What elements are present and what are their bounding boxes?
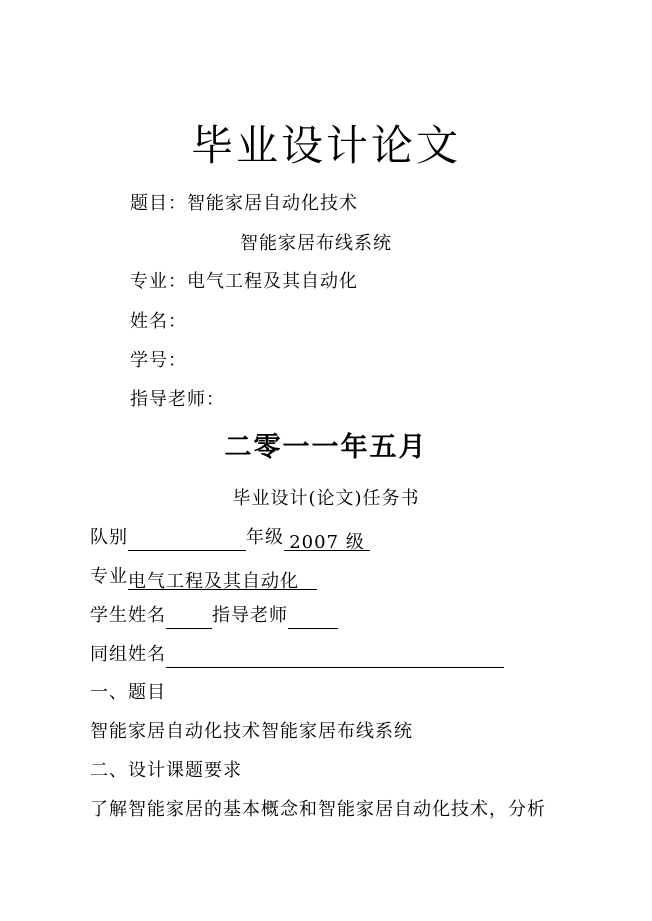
- group-row: [90, 642, 504, 668]
- major-label-task: 专业: [90, 566, 128, 587]
- section-1-text: 智能家居自动化技术智能家居布线系统: [90, 721, 413, 742]
- advisor-blank: [288, 608, 338, 629]
- student-name-label: 学生姓名: [90, 605, 166, 626]
- major-row-task: [90, 564, 317, 590]
- advisor-label: 指导老师：: [130, 389, 225, 410]
- advisor-label-task: 指导老师: [212, 605, 288, 626]
- group-name-label: 同组姓名: [90, 644, 166, 665]
- student-advisor-row: [90, 603, 338, 629]
- thesis-title: 毕业设计论文: [190, 121, 461, 170]
- student-id-label: 学号：: [130, 350, 187, 371]
- topic-line-1: 智能家居自动化技术: [187, 193, 358, 214]
- name-label: 姓名：: [130, 311, 187, 332]
- topic-line-2: 智能家居布线系统: [240, 233, 392, 254]
- task-book-heading: 毕业设计(论文)任务书: [232, 488, 420, 509]
- major-label: 专业：: [130, 271, 187, 292]
- dept-blank: [128, 530, 246, 551]
- dept-grade-row: [90, 525, 370, 551]
- dept-label: 队别: [90, 527, 128, 548]
- section-1-heading: 一、题目: [90, 682, 166, 703]
- thesis-date: 二零一一年五月: [224, 432, 428, 463]
- major-row: [130, 269, 358, 295]
- section-2-heading: 二、设计课题要求: [90, 760, 242, 781]
- section-2-text: 了解智能家居的基本概念和智能家居自动化技术，分析: [90, 799, 546, 820]
- topic-row: [130, 191, 358, 217]
- student-name-blank: [166, 608, 212, 629]
- group-name-blank: [166, 647, 504, 668]
- major-value: 电气工程及其自动化: [187, 271, 358, 292]
- topic-label: 题目：: [130, 193, 187, 214]
- major-value-task: 电气工程及其自动化: [128, 569, 317, 590]
- grade-label: 年级: [246, 527, 284, 548]
- grade-value: 2007 级: [284, 530, 370, 551]
